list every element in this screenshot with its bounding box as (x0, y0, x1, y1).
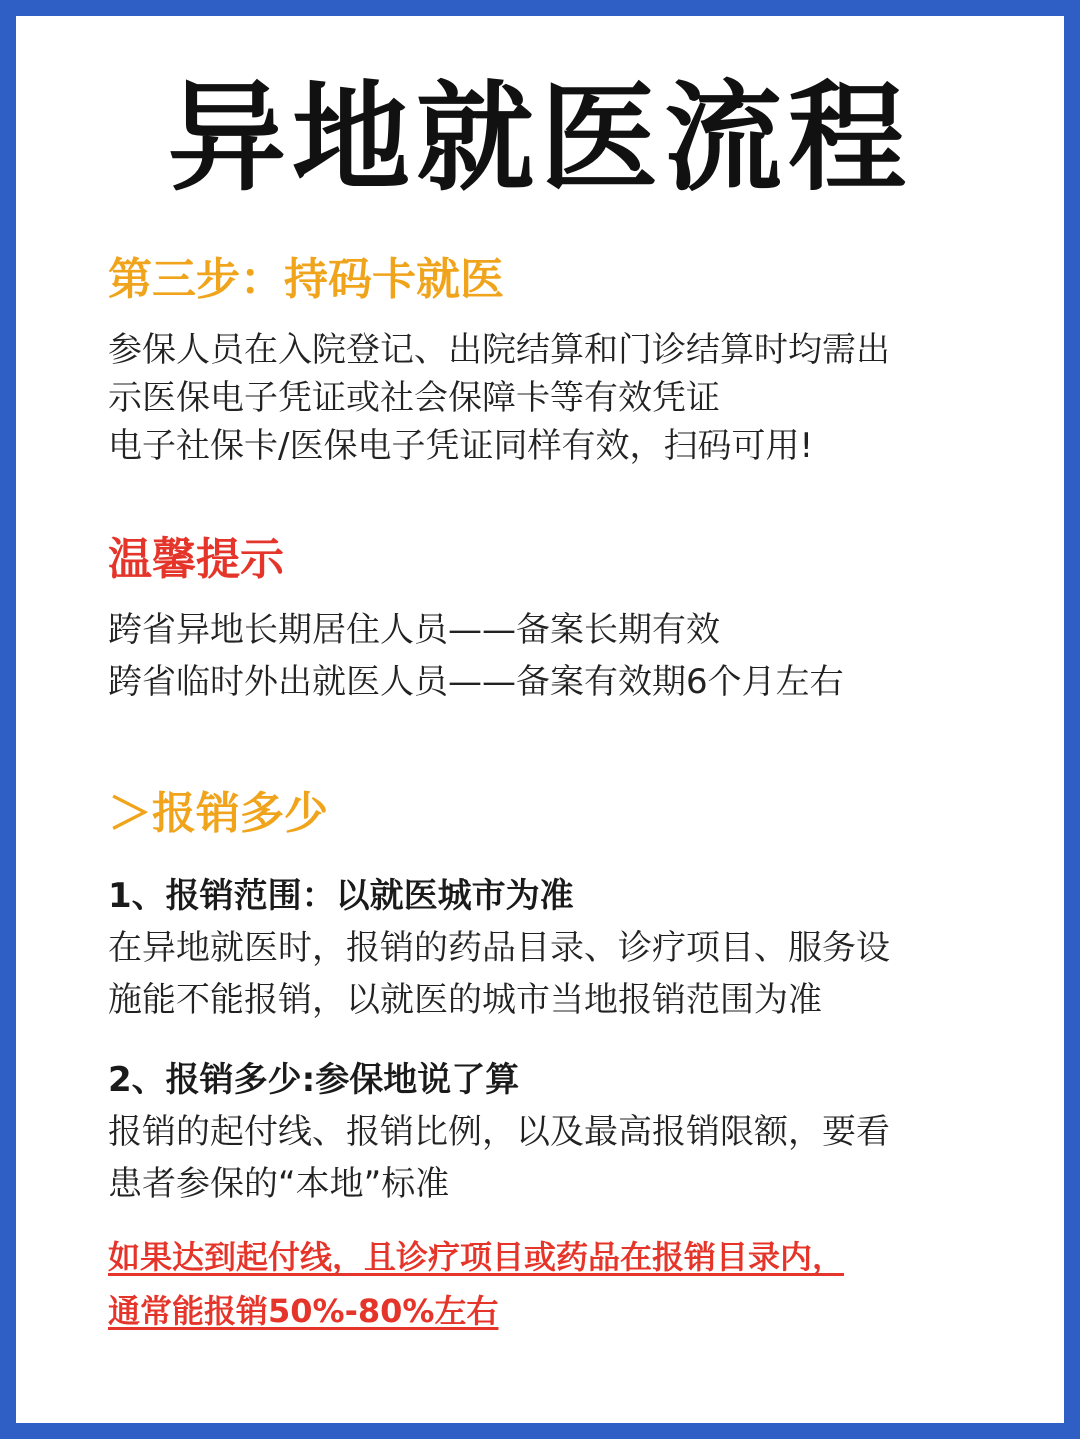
reimburse-item1-title: 1、报销范围：以就医城市为准 (108, 876, 574, 916)
tips-line: 跨省异地长期居住人员——备案长期有效 (108, 610, 720, 650)
tips-line: 跨省临时外出就医人员——备案有效期6个月左右 (108, 662, 844, 702)
tips-heading: 温馨提示 (108, 534, 284, 585)
reimburse-heading: ＞报销多少 (108, 788, 328, 839)
item2-line: 患者参保的“本地”标准 (108, 1164, 450, 1204)
reimburse-item2-paragraph (108, 1108, 890, 1212)
item2-line: 报销的起付线、报销比例，以及最高报销限额，要看 (108, 1112, 890, 1152)
document-page (16, 16, 1064, 1423)
step3-line: 示医保电子凭证或社会保障卡等有效凭证 (108, 378, 720, 418)
reimburse-highlight (108, 1230, 844, 1338)
item1-line: 施能不能报销，以就医的城市当地报销范围为准 (108, 980, 822, 1020)
tips-paragraph (108, 606, 844, 710)
reimburse-item2-title: 2、报销多少:参保地说了算 (108, 1060, 520, 1100)
step3-paragraph (108, 326, 890, 470)
highlight-line: 通常能报销50%-80%左右 (108, 1292, 499, 1330)
highlight-line: 如果达到起付线，且诊疗项目或药品在报销目录内， (108, 1238, 845, 1276)
reimburse-item1-paragraph (108, 924, 890, 1028)
item1-line: 在异地就医时，报销的药品目录、诊疗项目、服务设 (108, 928, 890, 968)
step3-line: 电子社保卡/医保电子凭证同样有效，扫码可用! (108, 426, 814, 466)
step3-line: 参保人员在入院登记、出院结算和门诊结算时均需出 (108, 330, 890, 370)
page-title: 异地就医流程 (167, 69, 912, 207)
step3-heading: 第三步：持码卡就医 (108, 254, 504, 305)
